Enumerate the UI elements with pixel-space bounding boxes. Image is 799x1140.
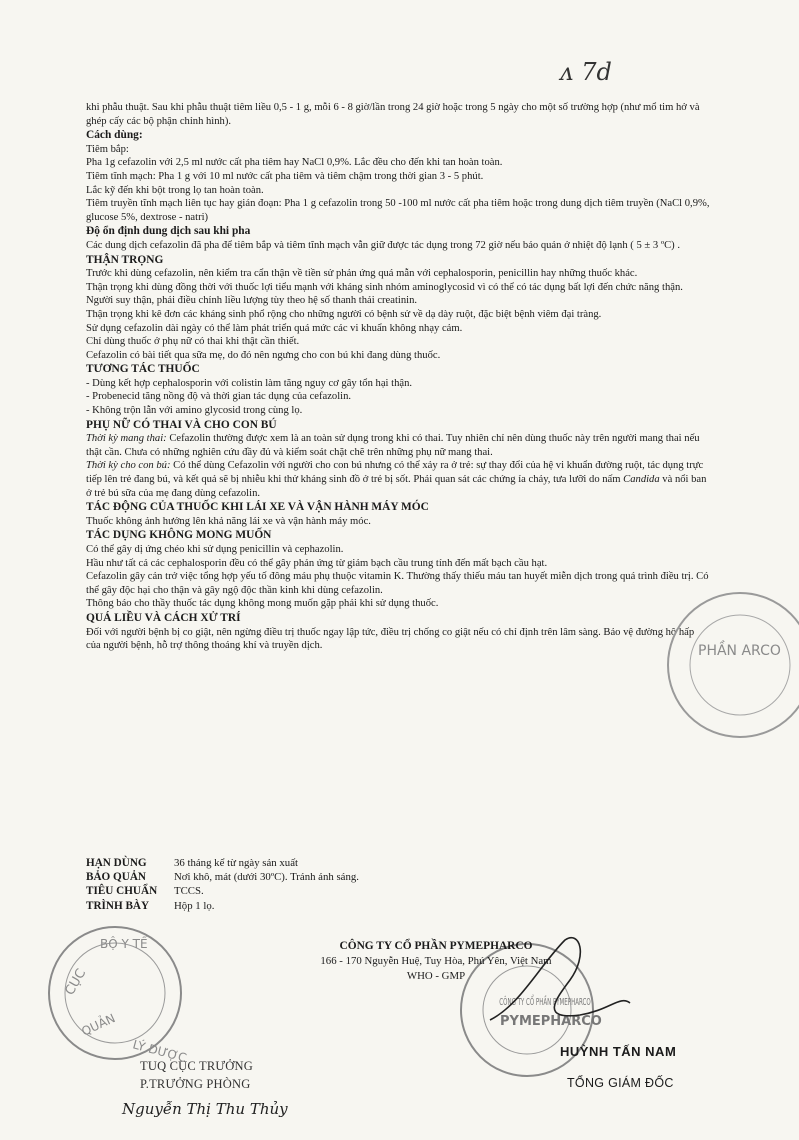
paragraph-text: THẬN TRỌNG bbox=[86, 253, 164, 266]
paragraph bbox=[86, 349, 711, 363]
paragraph-text: Hầu như tất cả các cephalosporin đều có thể gây phản ứng từ giảm bạch cầu trung tính đến mất bạch cầu hạt. bbox=[86, 557, 548, 569]
paragraph-text: khi phẫu thuật. Sau khi phẫu thuật tiêm liều 0,5 - 1 g, mỗi 6 - 8 giờ/lần trong 24 giờ hoặc trong 5 ngày cho một số trường hợp (như mổ tim hở và ghép cấy các bộ phận chỉnh hình). bbox=[86, 102, 700, 127]
paragraph-lead: Thời kỳ cho con bú: bbox=[86, 460, 171, 472]
paragraph-text: Độ ổn định dung dịch sau khi pha bbox=[86, 225, 251, 238]
paragraph-text: QUÁ LIỀU VÀ CÁCH XỬ TRÍ bbox=[86, 611, 241, 624]
paragraph-lead: Thời kỳ mang thai: bbox=[86, 433, 167, 445]
paragraph bbox=[86, 156, 711, 170]
info-row bbox=[86, 870, 359, 884]
paragraph-text: TÁC DỤNG KHÔNG MONG MUỐN bbox=[86, 529, 272, 542]
section-heading bbox=[86, 224, 711, 239]
info-value: 36 tháng kể từ ngày sản xuất bbox=[174, 857, 298, 869]
director-name: HUỲNH TẤN NAM bbox=[560, 1044, 677, 1059]
info-label: TRÌNH BÀY bbox=[86, 899, 150, 912]
paragraph-text: Tiêm truyền tĩnh mạch liên tục hay gián đoạn: Pha 1 g cefazolin trong 50 -100 ml nước cất pha tiêm hoặc trong dung dịch tiêm truyền (NaCl 0,9%, glucose 5%, dextrose - natri) bbox=[86, 198, 710, 223]
section-heading bbox=[86, 253, 711, 268]
section-heading bbox=[86, 611, 711, 626]
paragraph-text: Cefazolin có bài tiết qua sữa mẹ, do đó nên ngưng cho con bú khi đang dùng thuốc. bbox=[86, 349, 441, 361]
paragraph bbox=[86, 626, 711, 653]
paragraph bbox=[86, 101, 711, 128]
paragraph bbox=[86, 543, 711, 557]
paragraph bbox=[86, 515, 711, 529]
info-value: TCCS. bbox=[174, 885, 204, 898]
info-row bbox=[86, 884, 359, 898]
paragraph-text: Trước khi dùng cefazolin, nên kiểm tra cẩn thận về tiền sử phản ứng quá mẫn với cephalosporin, penicillin hay những thuốc khác. bbox=[86, 268, 638, 280]
paragraph-text: Sử dụng cefazolin dài ngày có thể làm phát triển quá mức các vi khuẩn không nhạy cảm. bbox=[86, 322, 463, 334]
paragraph-text: Thận trọng khi dùng đồng thời với thuốc lợi tiểu mạnh với kháng sinh nhóm aminoglycosid vì có thể có tác dụng bất lợi đến chức năng thận. bbox=[86, 281, 683, 293]
svg-text:BỘ Y TẾ: BỘ Y TẾ bbox=[100, 937, 148, 951]
paragraph bbox=[86, 597, 711, 611]
left-signatory-name: Nguyễn Thị Thu Thủy bbox=[122, 1100, 288, 1118]
company-name: CÔNG TY CỔ PHẦN PYMEPHARCO bbox=[339, 940, 533, 952]
partial-stamp-seal bbox=[660, 585, 799, 745]
company-stamp-text: CÔNG TY CỔ PHẦN PYMEPHARCO bbox=[499, 996, 591, 1008]
paragraph-tail: và nổi ban ở trẻ bú sữa của mẹ đang dùng cefazolin. bbox=[86, 474, 707, 499]
italic-term: Candida bbox=[623, 474, 660, 486]
paragraph-text: Lắc kỹ đến khi bột trong lọ tan hoàn toàn. bbox=[86, 184, 264, 196]
company-block bbox=[226, 939, 646, 984]
info-label: BẢO QUẢN bbox=[86, 871, 146, 884]
paragraph bbox=[86, 570, 711, 597]
paragraph bbox=[86, 557, 711, 571]
svg-text:QUẢN: QUẢN bbox=[79, 1011, 118, 1039]
paragraph bbox=[86, 404, 711, 418]
info-row bbox=[86, 856, 359, 870]
paragraph bbox=[86, 390, 711, 404]
paragraph bbox=[86, 239, 711, 253]
paragraph-text: Cefazolin gây cản trở việc tổng hợp yếu tố đông máu phụ thuộc vitamin K. Thường thấy thiếu máu tan huyết miễn dịch trong quá trình điều trị. Có thể gây độc hại cho thận và gây ngộ độc thần kinh khi dùng cefazolin. bbox=[86, 571, 709, 596]
section-heading bbox=[86, 528, 711, 543]
paragraph bbox=[86, 294, 711, 308]
paragraph-text: Cách dùng: bbox=[86, 129, 143, 142]
document-body bbox=[86, 101, 711, 653]
paragraph-text: Các dung dịch cefazolin đã pha để tiêm bắp và tiêm tĩnh mạch vẫn giữ được tác dụng trong 72 giờ nếu bảo quản ở nhiệt độ lạnh ( 5 ± 3 ºC) . bbox=[86, 239, 680, 251]
left-signatory-title bbox=[140, 1057, 253, 1093]
info-value: Nơi khô, mát (dưới 30ºC). Tránh ánh sáng. bbox=[174, 871, 359, 884]
paragraph-text: - Probenecid tăng nồng độ và thời gian tác dụng của cefazolin. bbox=[86, 391, 352, 403]
paragraph bbox=[86, 184, 711, 198]
paragraph bbox=[86, 197, 711, 224]
company-address: 166 - 170 Nguyễn Huệ, Tuy Hòa, Phú Yên, Việt Nam bbox=[320, 955, 552, 967]
partial-stamp-text: PHẦN ARCO bbox=[698, 643, 781, 659]
paragraph bbox=[86, 143, 711, 157]
section-heading bbox=[86, 418, 711, 433]
paragraph-text: Đối với người bệnh bị co giật, nên ngừng điều trị thuốc ngay lập tức, điều trị chống co giật nếu có chỉ định trên lâm sàng. Bảo vệ đường hô hấp của người bệnh, hỗ trợ thông thoáng khí và truyền dịch. bbox=[86, 626, 695, 652]
paragraph bbox=[86, 170, 711, 184]
paragraph bbox=[86, 281, 711, 295]
paragraph bbox=[86, 322, 711, 336]
paragraph-text: - Dùng kết hợp cephalosporin với colistin làm tăng nguy cơ gây tổn hại thận. bbox=[86, 377, 413, 389]
director-title: TỔNG GIÁM ĐỐC bbox=[567, 1076, 674, 1090]
section-heading bbox=[86, 128, 711, 143]
left-signatory-line2: P.TRƯỞNG PHÒNG bbox=[140, 1077, 251, 1091]
paragraph-text: Người suy thận, phải điều chỉnh liều lượng tùy theo hệ số thanh thải creatinin. bbox=[86, 295, 418, 307]
paragraph-text: Thông báo cho thầy thuốc tác dụng không mong muốn gặp phải khi sử dụng thuốc. bbox=[86, 598, 439, 610]
info-label: HẠN DÙNG bbox=[86, 857, 147, 869]
paragraph bbox=[86, 432, 711, 459]
section-heading bbox=[86, 500, 711, 515]
paragraph-text: Thận trọng khi kê đơn các kháng sinh phổ rộng cho những người có bệnh sử về dạ dày ruột, đặc biệt bệnh viêm đại tràng. bbox=[86, 308, 602, 320]
paragraph-text: Tiêm tĩnh mạch: Pha 1 g với 10 ml nước cất pha tiêm và tiêm chậm trong thời gian 3 - 5 phút. bbox=[86, 170, 484, 182]
product-info-block bbox=[86, 856, 359, 913]
left-stamp-seal bbox=[40, 918, 190, 1068]
paragraph-text: - Không trộn lẫn với amino glycosid trong cùng lọ. bbox=[86, 405, 303, 417]
company-cert: WHO - GMP bbox=[406, 970, 466, 982]
paragraph-text: Thuốc không ảnh hưởng lên khả năng lái xe và vận hành máy móc. bbox=[86, 515, 371, 527]
paragraph-text: TÁC ĐỘNG CỦA THUỐC KHI LÁI XE VÀ VẬN HÀNH MÁY MÓC bbox=[86, 501, 429, 514]
paragraph bbox=[86, 308, 711, 322]
section-heading bbox=[86, 362, 711, 377]
paragraph-text: Tiêm bắp: bbox=[86, 143, 129, 155]
left-signatory-line1: TUQ CỤC TRƯỞNG bbox=[140, 1059, 253, 1073]
paragraph-text: TƯƠNG TÁC THUỐC bbox=[86, 363, 200, 376]
handwritten-mark: ᴧ 7d bbox=[560, 58, 612, 86]
svg-text:CỤC: CỤC bbox=[62, 966, 90, 998]
info-label: TIÊU CHUẨN bbox=[86, 885, 158, 898]
paragraph-text: Có thể gây dị ứng chéo khi sử dụng penicillin và cephazolin. bbox=[86, 544, 344, 555]
svg-text:PYMEPHARCO: PYMEPHARCO bbox=[500, 1014, 602, 1029]
info-value: Hộp 1 lọ. bbox=[174, 899, 215, 912]
paragraph-text: Cefazolin thường được xem là an toàn sử dụng trong khi có thai. Tuy nhiên chỉ nên dùng thuốc này trên người mang thai nếu thật cần. Chưa có những nghiên cứu đầy đủ và kiểm soát chặt chẽ trên những phụ nữ mang thai. bbox=[86, 433, 700, 458]
paragraph-text: Có thể dùng Cefazolin với người cho con bú nhưng có thể xảy ra ở trẻ: sự thay đổi của hệ vi khuẩn đường ruột, tác dụng trực tiếp lên trẻ đang bú, và kết quả sẽ bị nhiễu khi thử kháng sinh đồ ở trẻ bị sốt. Phải quan sát các chứng ỉa chảy, tưa lưỡi do nấm bbox=[86, 460, 704, 486]
paragraph-text: PHỤ NỮ CÓ THAI VÀ CHO CON BÚ bbox=[86, 418, 277, 431]
paragraph bbox=[86, 459, 711, 500]
paragraph bbox=[86, 335, 711, 349]
paragraph-text: Pha 1g cefazolin với 2,5 ml nước cất pha tiêm hay NaCl 0,9%. Lắc đều cho đến khi tan hoàn toàn. bbox=[86, 157, 503, 169]
svg-text:LÝ DƯỢC: LÝ DƯỢC bbox=[131, 1037, 189, 1066]
paragraph-text: Chỉ dùng thuốc ở phụ nữ có thai khi thật cần thiết. bbox=[86, 336, 300, 348]
info-row bbox=[86, 899, 359, 913]
paragraph bbox=[86, 377, 711, 391]
paragraph bbox=[86, 267, 711, 281]
